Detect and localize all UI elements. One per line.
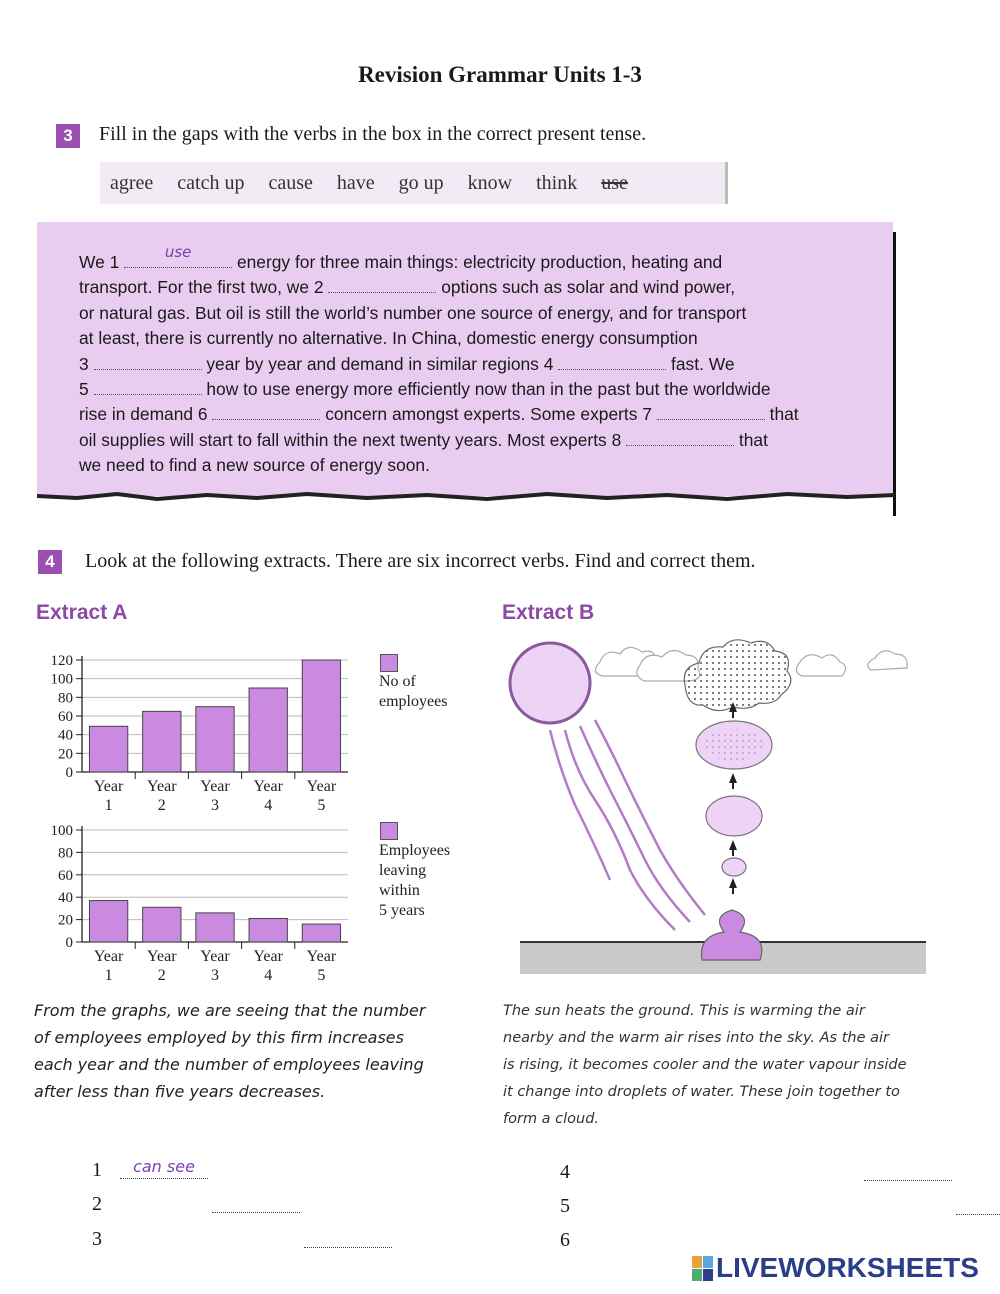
word-cause: cause: [268, 171, 313, 194]
bar: [249, 688, 287, 772]
chart-employees-leaving: [30, 818, 370, 986]
x-tick-label: Year: [200, 778, 230, 795]
sun-icon: [510, 643, 590, 723]
answer-label-2: 2: [92, 1193, 102, 1215]
y-tick-label: 60: [58, 709, 73, 725]
gap-1[interactable]: [124, 242, 232, 268]
x-tick-label: 1: [104, 967, 113, 984]
para-line-4: at least, there is currently no alternative. In China, domestic energy consumption: [79, 328, 698, 349]
y-tick-label: 120: [50, 653, 73, 669]
para-line-3: or natural gas. But oil is still the world’s number one source of energy, and for transport: [79, 302, 747, 323]
x-tick-label: Year: [93, 778, 124, 795]
torn-edge: [37, 488, 897, 504]
x-tick-label: Year: [200, 948, 230, 965]
y-tick-label: 80: [58, 690, 73, 707]
y-tick-label: 0: [65, 935, 73, 951]
gap-fill-paragraph: [79, 242, 879, 479]
gap-5[interactable]: [94, 380, 202, 395]
y-tick-label: 20: [58, 912, 73, 929]
answer-field-4[interactable]: [864, 1164, 952, 1181]
exercise-4-badge: 4: [38, 550, 62, 574]
bar: [143, 907, 181, 942]
cloud-icon: [684, 640, 791, 711]
answer-label-5: 5: [560, 1195, 570, 1217]
extract-a-heading: Extract A: [36, 601, 128, 624]
legend-leaving: Employees leaving within 5 years: [379, 842, 451, 919]
bar: [196, 913, 234, 942]
extract-b-heading: Extract B: [502, 601, 595, 624]
word-use-struck: use: [601, 171, 628, 194]
y-tick-label: 20: [58, 746, 73, 763]
bar: [302, 660, 340, 772]
gap-3[interactable]: [94, 355, 202, 370]
x-tick-label: Year: [253, 778, 283, 795]
legend-employees: No of employees: [379, 673, 448, 710]
exercise-3-badge: 3: [56, 124, 80, 148]
y-tick-label: 0: [65, 765, 73, 781]
gap-7[interactable]: [657, 405, 765, 420]
answer-field-1[interactable]: [120, 1157, 208, 1179]
x-tick-label: 3: [211, 797, 219, 814]
x-tick-label: 2: [157, 967, 166, 984]
para-line-2: transport. For the first two, we 2 options such as solar and wind power,: [79, 277, 736, 298]
word-have: have: [336, 171, 375, 194]
x-tick-label: 4: [264, 967, 273, 984]
bar: [302, 924, 340, 942]
extract-a-text: From the graphs, we are seeing that the number of employees employed by this firm increases each year and the number of employees leaving after less than five years decreases.: [34, 1001, 426, 1101]
extract-b-text: The sun heats the ground. This is warming the air nearby and the warm air rises into the sky. As the air is rising, it becomes cooler and the water vapour inside it change into droplets of water. These join together to form a cloud.: [503, 1003, 907, 1127]
y-tick-label: 60: [58, 867, 73, 884]
answer-label-4: 4: [560, 1161, 570, 1183]
water-cycle-illustration: [500, 630, 940, 980]
y-tick-label: 40: [58, 890, 73, 907]
y-tick-label: 100: [50, 671, 73, 688]
answer-field-2[interactable]: [212, 1196, 300, 1213]
answer-label-3: 3: [92, 1228, 102, 1250]
x-tick-label: 3: [211, 967, 219, 984]
y-tick-label: 40: [58, 727, 73, 744]
x-tick-label: 2: [157, 797, 166, 814]
para-line-6: 5 how to use energy more efficiently now than in the past but the worldwide: [79, 379, 771, 400]
word-go-up: go up: [398, 171, 444, 194]
answer-field-5[interactable]: [956, 1198, 1000, 1215]
x-tick-label: Year: [147, 778, 177, 795]
legend-swatch-leaving: [380, 822, 398, 840]
x-tick-label: Year: [93, 948, 124, 965]
x-tick-label: 4: [264, 797, 273, 814]
x-tick-label: Year: [147, 948, 177, 965]
exercise-3-instruction: Fill in the gaps with the verbs in the box in the correct present tense.: [99, 123, 647, 145]
word-know: know: [467, 171, 513, 194]
para-line-1: We 1 use energy for three main things: electricity production, heating and: [79, 250, 879, 275]
bar: [249, 918, 287, 942]
x-tick-label: Year: [306, 948, 337, 965]
gap-6[interactable]: [212, 405, 320, 420]
gap-2[interactable]: [328, 278, 436, 293]
legend-swatch-employees: [380, 654, 398, 672]
answer-label-1: 1: [92, 1159, 102, 1181]
word-agree: agree: [110, 171, 154, 194]
liveworksheets-logo: LIVEWORKSHEETS: [716, 1252, 979, 1283]
y-tick-label: 100: [50, 823, 73, 839]
word-catch-up: catch up: [177, 171, 245, 194]
gap-1-answer: use: [164, 242, 192, 261]
x-tick-label: 1: [104, 797, 113, 814]
para-line-9: we need to find a new source of energy soon.: [79, 455, 430, 476]
x-tick-label: 5: [317, 967, 326, 984]
para-line-5: 3 year by year and demand in similar regions 4 fast. We: [79, 353, 735, 374]
para-line-8: oil supplies will start to fall within the next twenty years. Most experts 8 that: [79, 429, 768, 450]
x-tick-label: Year: [306, 778, 337, 795]
x-tick-label: Year: [253, 948, 283, 965]
bar: [89, 726, 127, 772]
liveworksheets-logo-icon: [692, 1256, 714, 1282]
word-think: think: [536, 171, 578, 194]
para-line-7: rise in demand 6 concern amongst experts. Some experts 7 that: [79, 404, 799, 425]
gap-8[interactable]: [626, 431, 734, 446]
bar: [143, 711, 181, 772]
word-box: [100, 162, 728, 204]
y-tick-label: 80: [58, 845, 73, 862]
bar: [196, 707, 234, 772]
answer-field-3[interactable]: [304, 1231, 392, 1248]
bar: [89, 901, 127, 942]
gap-4[interactable]: [558, 355, 666, 370]
x-tick-label: 5: [317, 797, 326, 814]
chart-employees: [30, 648, 370, 818]
answer-1-value: can see: [133, 1157, 195, 1176]
page-title: Revision Grammar Units 1-3: [358, 62, 642, 87]
exercise-4-instruction: Look at the following extracts. There are six incorrect verbs. Find and correct them.: [85, 550, 756, 572]
answer-label-6: 6: [560, 1229, 570, 1251]
